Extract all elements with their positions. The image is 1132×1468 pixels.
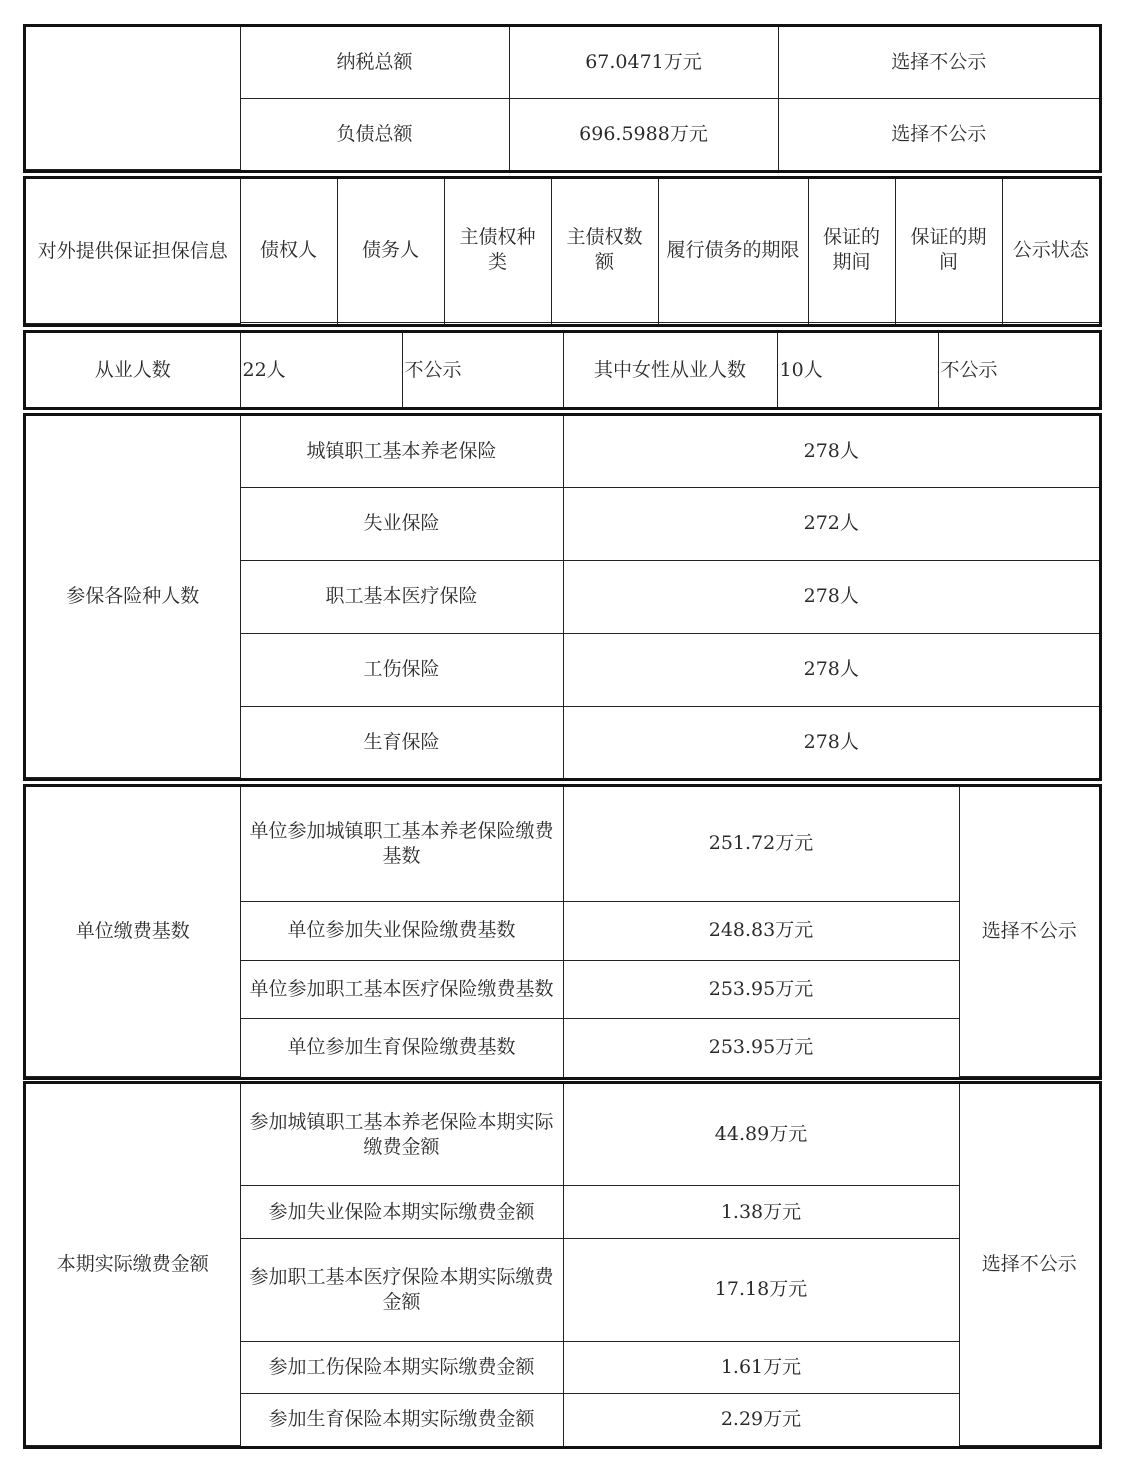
actual-payment-label: 参加职工基本医疗保险本期实际缴费金额 [240,1238,563,1341]
actual-payment-value: 44.89万元 [563,1084,959,1186]
contribution-base-section [23,784,1102,1080]
insured-count-section [23,413,1102,781]
header-debt-period: 履行债务的期限 [658,179,808,322]
employee-table [26,333,1099,407]
table-row [26,179,1099,322]
employee-section [23,330,1102,410]
liability-total-value: 696.5988万元 [509,98,778,169]
guarantee-title: 对外提供保证担保信息 [26,179,240,324]
actual-payment-value: 2.29万元 [563,1394,959,1446]
insurance-type-label: 职工基本医疗保险 [240,560,563,633]
contribution-base-table [26,787,1099,1077]
employee-count-value: 22人 [240,333,402,407]
tax-liability-section [23,24,1102,173]
table-row [26,1084,1099,1186]
employee-count-status: 不公示 [402,333,563,407]
actual-payment-label: 参加工伤保险本期实际缴费金额 [240,1341,563,1394]
tax-total-status: 选择不公示 [778,27,1099,98]
header-creditor: 债权人 [240,179,337,322]
contribution-base-label: 单位参加城镇职工基本养老保险缴费基数 [240,787,563,901]
header-status: 公示状态 [1002,179,1099,322]
actual-payment-label: 参加生育保险本期实际缴费金额 [240,1394,563,1446]
empty-cell [895,322,1002,323]
employee-count-label: 从业人数 [26,333,240,407]
table-row [26,333,1099,407]
actual-payment-section [23,1081,1102,1449]
header-guarantee-period-2: 保证的期间 [895,179,1002,322]
insurance-type-label: 失业保险 [240,487,563,560]
contribution-base-title: 单位缴费基数 [26,787,240,1077]
contribution-base-value: 253.95万元 [563,1019,959,1077]
empty-cell [444,322,551,323]
insured-count-value: 272人 [563,487,1099,560]
insured-count-value: 278人 [563,706,1099,777]
header-claim-type: 主债权种类 [444,179,551,322]
contribution-base-value: 253.95万元 [563,960,959,1019]
actual-payment-label: 参加城镇职工基本养老保险本期实际缴费金额 [240,1084,563,1186]
liability-total-label: 负债总额 [240,98,509,169]
header-claim-amount: 主债权数额 [551,179,658,322]
table-row [26,416,1099,487]
tax-liability-table [26,27,1099,170]
empty-cell [551,322,658,323]
empty-cell [1002,322,1099,323]
insured-count-value: 278人 [563,416,1099,487]
insurance-type-label: 城镇职工基本养老保险 [240,416,563,487]
contribution-base-label: 单位参加生育保险缴费基数 [240,1019,563,1077]
empty-cell [337,322,444,323]
tax-total-value: 67.0471万元 [509,27,778,98]
table-row [26,27,1099,98]
guarantee-section [23,176,1102,327]
table-row [26,787,1099,901]
female-employee-label: 其中女性从业人数 [563,333,777,407]
contribution-base-value: 248.83万元 [563,901,959,960]
tax-total-label: 纳税总额 [240,27,509,98]
insured-count-value: 278人 [563,560,1099,633]
insured-count-value: 278人 [563,633,1099,706]
guarantee-table [26,179,1099,324]
contribution-base-value: 251.72万元 [563,787,959,901]
actual-payment-table [26,1084,1099,1446]
insured-count-table [26,416,1099,778]
contribution-base-status: 选择不公示 [959,787,1099,1077]
contribution-base-label: 单位参加职工基本医疗保险缴费基数 [240,960,563,1019]
header-guarantee-period: 保证的期间 [808,179,895,322]
insured-count-title: 参保各险种人数 [26,416,240,778]
empty-cell [808,322,895,323]
contribution-base-label: 单位参加失业保险缴费基数 [240,901,563,960]
actual-payment-value: 17.18万元 [563,1238,959,1341]
actual-payment-value: 1.38万元 [563,1186,959,1239]
empty-cell [240,322,337,323]
actual-payment-label: 参加失业保险本期实际缴费金额 [240,1186,563,1239]
header-debtor: 债务人 [337,179,444,322]
insurance-type-label: 生育保险 [240,706,563,777]
actual-payment-title: 本期实际缴费金额 [26,1084,240,1446]
insurance-type-label: 工伤保险 [240,633,563,706]
actual-payment-status: 选择不公示 [959,1084,1099,1446]
empty-header-cell [26,27,240,170]
empty-cell [658,322,808,323]
female-employee-value: 10人 [777,333,938,407]
actual-payment-value: 1.61万元 [563,1341,959,1394]
liability-total-status: 选择不公示 [778,98,1099,169]
female-employee-status: 不公示 [938,333,1099,407]
